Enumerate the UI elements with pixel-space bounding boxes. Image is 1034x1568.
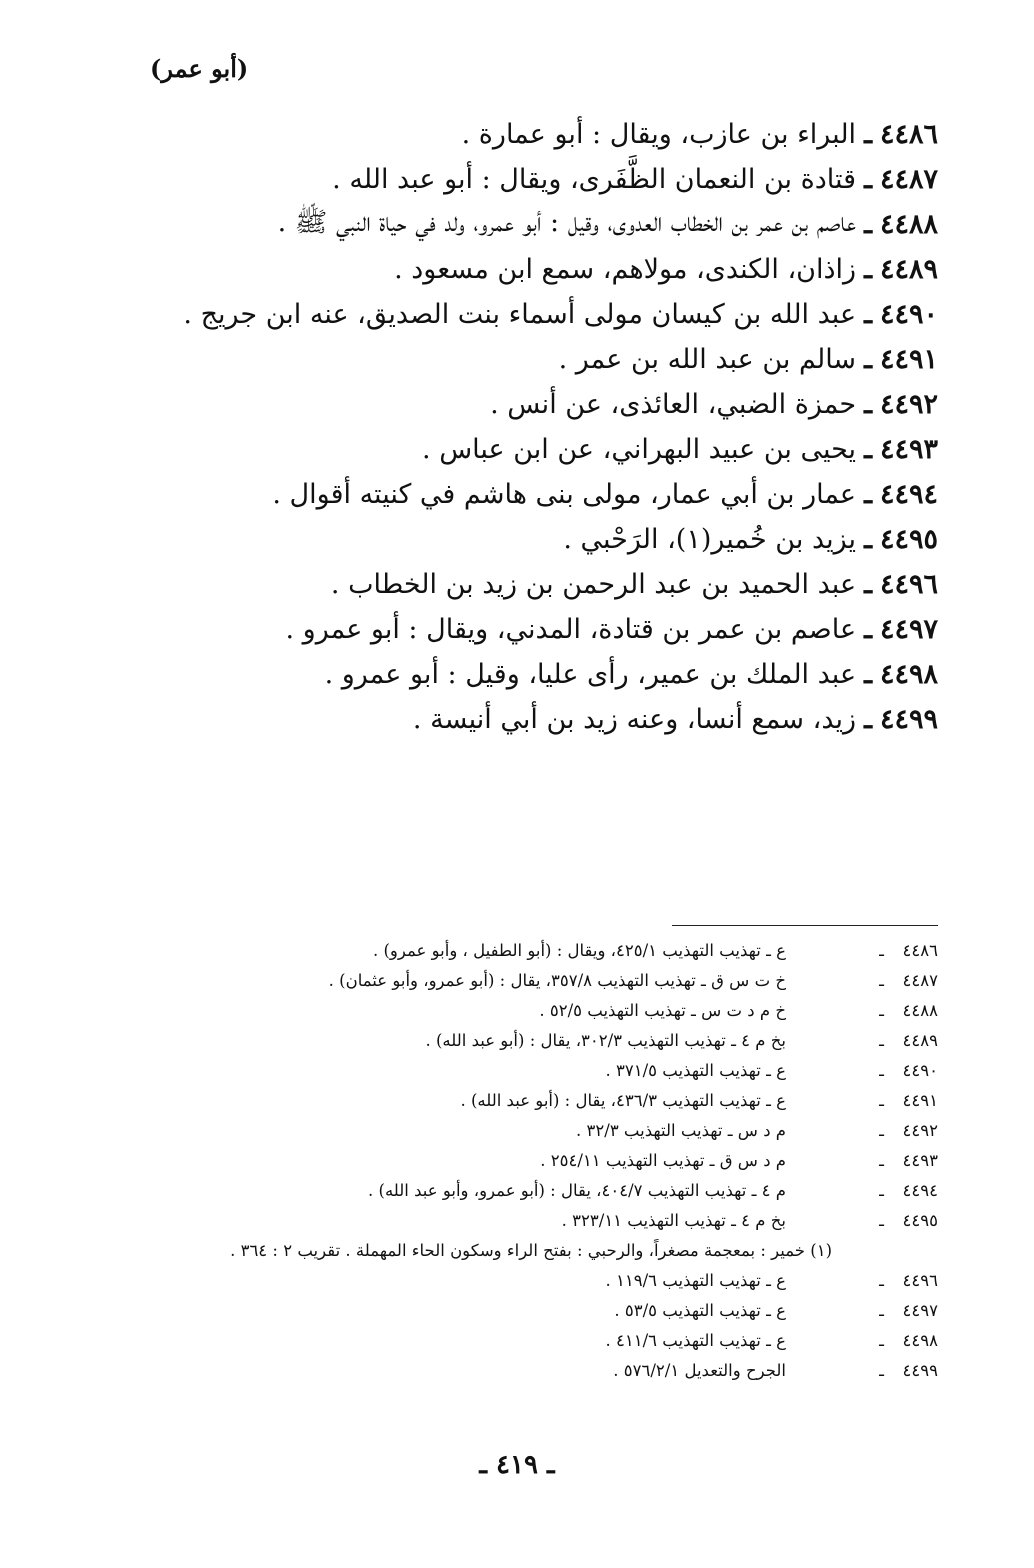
entry-list xyxy=(138,112,938,742)
entry-dash: ـ xyxy=(864,164,872,195)
note-item xyxy=(108,996,938,1026)
entry-item xyxy=(138,382,938,427)
note-dash: ـ xyxy=(879,1301,884,1320)
entry-text: عبد الملك بن عمير، رأى عليا، وقيل : أبو عمرو . xyxy=(324,659,857,690)
entry-item xyxy=(138,652,938,697)
entry-text: عبد الله بن كيسان مولى أسماء بنت الصديق، عنه ابن جريج . xyxy=(183,299,857,330)
note-number: ٤٤٩٠ xyxy=(902,1061,938,1080)
entry-item xyxy=(138,202,938,247)
note-item xyxy=(108,1206,938,1236)
note-dash: ـ xyxy=(879,1331,884,1350)
note-text: م ٤ ـ تهذيب التهذيب ٤٠٤/٧، يقال : (أبو عمرو، وأبو عبد الله) . xyxy=(368,1181,786,1200)
note-dash: ـ xyxy=(879,941,884,960)
entry-dash: ـ xyxy=(864,659,872,690)
note-number: ٤٤٩٢ xyxy=(902,1121,938,1140)
note-number: ٤٤٩٧ xyxy=(902,1301,938,1320)
entry-number: ٤٤٩١ xyxy=(879,344,938,375)
note-text: بخ م ٤ ـ تهذيب التهذيب ٣٢٣/١١ . xyxy=(561,1211,786,1230)
note-number: ٤٤٨٩ xyxy=(902,1031,938,1050)
note-dash: ـ xyxy=(879,1361,884,1380)
entry-number: ٤٤٩٦ xyxy=(879,569,938,600)
notes-list xyxy=(108,936,938,1386)
page-number: ـ ٤١٩ ـ xyxy=(479,1450,555,1480)
note-item xyxy=(108,1296,938,1326)
note-text: خ ت س ق ـ تهذيب التهذيب ٣٥٧/٨، يقال : (أبو عمرو، وأبو عثمان) . xyxy=(328,971,786,990)
running-title: (أبو عمر) xyxy=(150,54,249,83)
entry-item xyxy=(138,517,938,562)
entry-dash: ـ xyxy=(864,524,872,555)
note-dash: ـ xyxy=(879,1001,884,1020)
entry-text: قتادة بن النعمان الظَّفَرى، ويقال : أبو عبد الله . xyxy=(332,164,857,195)
entry-text: سالم بن عبد الله بن عمر . xyxy=(558,344,857,375)
entry-number: ٤٤٩٨ xyxy=(879,659,938,690)
entry-text: زاذان، الكندى، مولاهم، سمع ابن مسعود . xyxy=(394,254,857,285)
entry-number: ٤٤٨٦ xyxy=(879,119,938,150)
note-dash: ـ xyxy=(879,1151,884,1170)
footnote-divider xyxy=(672,925,938,926)
entry-number: ٤٤٨٨ xyxy=(879,209,938,240)
note-text: الجرح والتعديل ٥٧٦/٢/١ . xyxy=(613,1361,786,1380)
note-number: ٤٤٨٧ xyxy=(902,971,938,990)
entry-text: حمزة الضبي، العائذى، عن أنس . xyxy=(490,389,857,420)
entry-number: ٤٤٩٢ xyxy=(879,389,938,420)
entry-dash: ـ xyxy=(864,704,872,735)
entry-item xyxy=(138,247,938,292)
note-number: ٤٤٩٨ xyxy=(902,1331,938,1350)
entry-text: عمار بن أبي عمار، مولى بنى هاشم في كنيته أقوال . xyxy=(272,479,857,510)
note-item xyxy=(108,1176,938,1206)
note-dash: ـ xyxy=(879,1091,884,1110)
entry-text: عبد الحميد بن عبد الرحمن بن زيد بن الخطاب . xyxy=(330,569,857,600)
note-item xyxy=(108,936,938,966)
note-item xyxy=(108,1146,938,1176)
note-dash: ـ xyxy=(879,1271,884,1290)
note-dash: ـ xyxy=(879,1061,884,1080)
entry-dash: ـ xyxy=(864,344,872,375)
note-dash: ـ xyxy=(879,971,884,990)
entry-text: يزيد بن خُمير(١)، الرَحْبي . xyxy=(563,524,857,555)
entry-dash: ـ xyxy=(864,254,872,285)
entry-dash: ـ xyxy=(864,389,872,420)
note-number: ٤٤٩٩ xyxy=(902,1361,938,1380)
note-item xyxy=(108,966,938,996)
note-number: ٤٤٩٤ xyxy=(902,1181,938,1200)
entry-item xyxy=(138,112,938,157)
note-number: ٤٤٨٨ xyxy=(902,1001,938,1020)
entry-number: ٤٤٩٧ xyxy=(879,614,938,645)
entry-item xyxy=(138,427,938,472)
note-dash: ـ xyxy=(879,1031,884,1050)
note-number: ٤٤٩٥ xyxy=(902,1211,938,1230)
entry-dash: ـ xyxy=(864,479,872,510)
entry-item xyxy=(138,472,938,517)
note-item xyxy=(108,1326,938,1356)
note-number: ٤٤٩٦ xyxy=(902,1271,938,1290)
note-item xyxy=(108,1266,938,1296)
note-number: ٤٤٨٦ xyxy=(902,941,938,960)
note-item xyxy=(108,1086,938,1116)
note-text: ع ـ تهذيب التهذيب ٤٣٦/٣، يقال : (أبو عبد الله) . xyxy=(460,1091,786,1110)
note-dash: ـ xyxy=(879,1181,884,1200)
note-text: خ م د ت س ـ تهذيب التهذيب ٥٢/٥ . xyxy=(539,1001,786,1020)
note-text: ع ـ تهذيب التهذيب ٥٣/٥ . xyxy=(614,1301,786,1320)
entry-text: البراء بن عازب، ويقال : أبو عمارة . xyxy=(461,119,857,150)
note-item xyxy=(108,1356,938,1386)
entry-item xyxy=(138,562,938,607)
entry-number: ٤٤٨٧ xyxy=(879,164,938,195)
entry-number: ٤٤٩٤ xyxy=(879,479,938,510)
entry-dash: ـ xyxy=(864,569,872,600)
entry-number: ٤٤٩٥ xyxy=(879,524,938,555)
entry-item xyxy=(138,292,938,337)
note-text: بخ م ٤ ـ تهذيب التهذيب ٣٠٢/٣، يقال : (أبو عبد الله) . xyxy=(425,1031,786,1050)
note-text: ع ـ تهذيب التهذيب ١١٩/٦ . xyxy=(605,1271,786,1290)
entry-dash: ـ xyxy=(864,119,872,150)
note-item xyxy=(108,1116,938,1146)
note-dash: ـ xyxy=(879,1121,884,1140)
entry-text: زيد، سمع أنسا، وعنه زيد بن أبي أنيسة . xyxy=(412,704,857,735)
note-item xyxy=(108,1026,938,1056)
entry-number: ٤٤٨٩ xyxy=(879,254,938,285)
entry-number: ٤٤٩٠ xyxy=(879,299,938,330)
entry-text: عاصم بن عمر بن قتادة، المدني، ويقال : أبو عمرو . xyxy=(285,614,857,645)
entry-number: ٤٤٩٩ xyxy=(879,704,938,735)
note-text: م د س ـ تهذيب التهذيب ٣٢/٣ . xyxy=(576,1121,786,1140)
entry-item xyxy=(138,157,938,202)
entry-dash: ـ xyxy=(864,209,872,240)
note-text: ع ـ تهذيب التهذيب ٤٢٥/١، ويقال : (أبو الطفيل ، وأبو عمرو) . xyxy=(373,941,786,960)
entry-text: عاصم بن عمر بن الخطاب العدوى، وقيل : أبو عمرو، ولد في حياة النبي ﷺ . xyxy=(277,207,857,238)
note-dash: ـ xyxy=(879,1211,884,1230)
entry-dash: ـ xyxy=(864,434,872,465)
note-number: ٤٤٩٣ xyxy=(902,1151,938,1170)
entry-item xyxy=(138,697,938,742)
entry-dash: ـ xyxy=(864,614,872,645)
entry-item xyxy=(138,337,938,382)
note-number: ٤٤٩١ xyxy=(902,1091,938,1110)
footnote-text: (١) خمير : بمعجمة مصغراً، والرحبي : بفتح الراء وسكون الحاء المهملة . تقريب ٢ : ٣٦٤ . xyxy=(230,1241,832,1260)
footnote xyxy=(108,1236,938,1266)
entry-number: ٤٤٩٣ xyxy=(879,434,938,465)
note-text: ع ـ تهذيب التهذيب ٤١١/٦ . xyxy=(605,1331,786,1350)
entry-dash: ـ xyxy=(864,299,872,330)
entry-item xyxy=(138,607,938,652)
note-text: م د س ق ـ تهذيب التهذيب ٢٥٤/١١ . xyxy=(540,1151,786,1170)
entry-text: يحيى بن عبيد البهراني، عن ابن عباس . xyxy=(422,434,857,465)
note-text: ع ـ تهذيب التهذيب ٣٧١/٥ . xyxy=(605,1061,786,1080)
note-item xyxy=(108,1056,938,1086)
